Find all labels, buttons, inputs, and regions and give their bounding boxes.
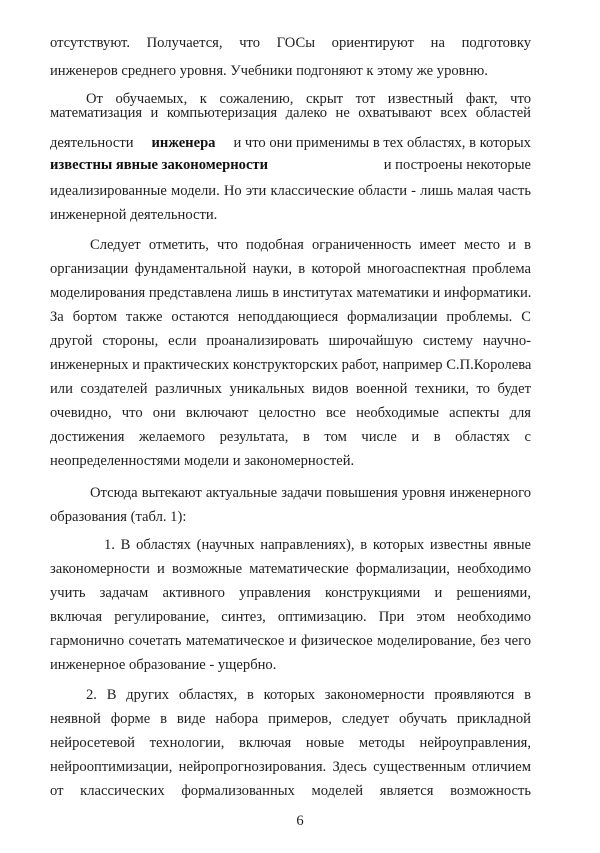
text-line: 2. В других областях, в которых закономерности проявляются в — [86, 687, 531, 703]
text-line — [50, 156, 531, 174]
text-line: другой стороны, если проанализировать широчайшую систему научно- — [50, 333, 531, 349]
text-line: учить задачам активного управления конструкциями и решениями, — [50, 585, 531, 601]
text-line: организации фундаментальной науки, в которой многоаспектная проблема — [50, 261, 531, 277]
text-line: нейрооптимизации, нейропрогнозирования. Здесь существенным отличием — [50, 759, 531, 775]
bold-term: инженера — [151, 135, 216, 151]
text-line: или создателей различных уникальных видов военной техники, то будет — [50, 381, 531, 397]
text-fragment: деятельности — [50, 135, 134, 151]
text-line: инженерных и практических конструкторских работ, например С.П.Королева — [50, 357, 532, 373]
bold-term: известны явные закономерности — [50, 157, 269, 173]
text-line — [50, 134, 531, 152]
page-number: 6 — [296, 813, 304, 829]
text-line: от классических формализованных моделей является возможность — [50, 783, 531, 799]
text-line: закономерности и возможные математические формализации, необходимо — [50, 561, 531, 577]
text-line: неопределенностями модели и закономерностей. — [50, 453, 355, 469]
text-line: включая регулирование, синтез, оптимизацию. При этом необходимо — [50, 609, 531, 625]
text-line: моделирования представлена лишь в институтах математики и информатики. — [50, 285, 532, 301]
text-line: Следует отметить, что подобная ограниченность имеет место и в — [90, 237, 531, 253]
text-fragment: и построены некоторые — [383, 157, 531, 173]
text-fragment: и что они применимы в тех областях, в которых — [233, 135, 531, 151]
text-line: отсутствуют. Получается, что ГОСы ориентируют на подготовку — [50, 35, 531, 51]
text-line: инженерной деятельности. — [50, 207, 218, 223]
text-line: инженерное образование - ущербно. — [50, 657, 277, 673]
text-line: инженеров среднего уровня. Учебники подгоняют к этому же уровню. — [50, 63, 488, 79]
text-line: идеализированные модели. Но эти классические области - лишь малая часть — [50, 183, 531, 199]
text-line: За бортом также остаются неподдающиеся формализации проблемы. С — [50, 309, 531, 325]
text-line: достижения желаемого результата, в том числе и в областях с — [50, 429, 531, 445]
text-line: гармонично сочетать математическое и физическое моделирование, без чего — [50, 633, 531, 649]
text-line: 1. В областях (научных направлениях), в которых известны явные — [104, 537, 531, 553]
text-line: Отсюда вытекают актуальные задачи повышения уровня инженерного — [90, 485, 531, 501]
text-line: От обучаемых, к сожалению, скрыт тот известный факт, что — [86, 91, 531, 107]
text-line: неявной форме в виде набора примеров, следует обучать прикладной — [50, 711, 531, 727]
text-line: образования (табл. 1): — [50, 509, 187, 525]
text-line: очевидно, что они включают целостно все необходимые аспекты для — [50, 405, 531, 421]
text-line: математизация и компьютеризация далеко не охватывают всех областей — [50, 105, 531, 121]
text-line: нейросетевой технологии, включая новые методы нейроуправления, — [50, 735, 531, 751]
